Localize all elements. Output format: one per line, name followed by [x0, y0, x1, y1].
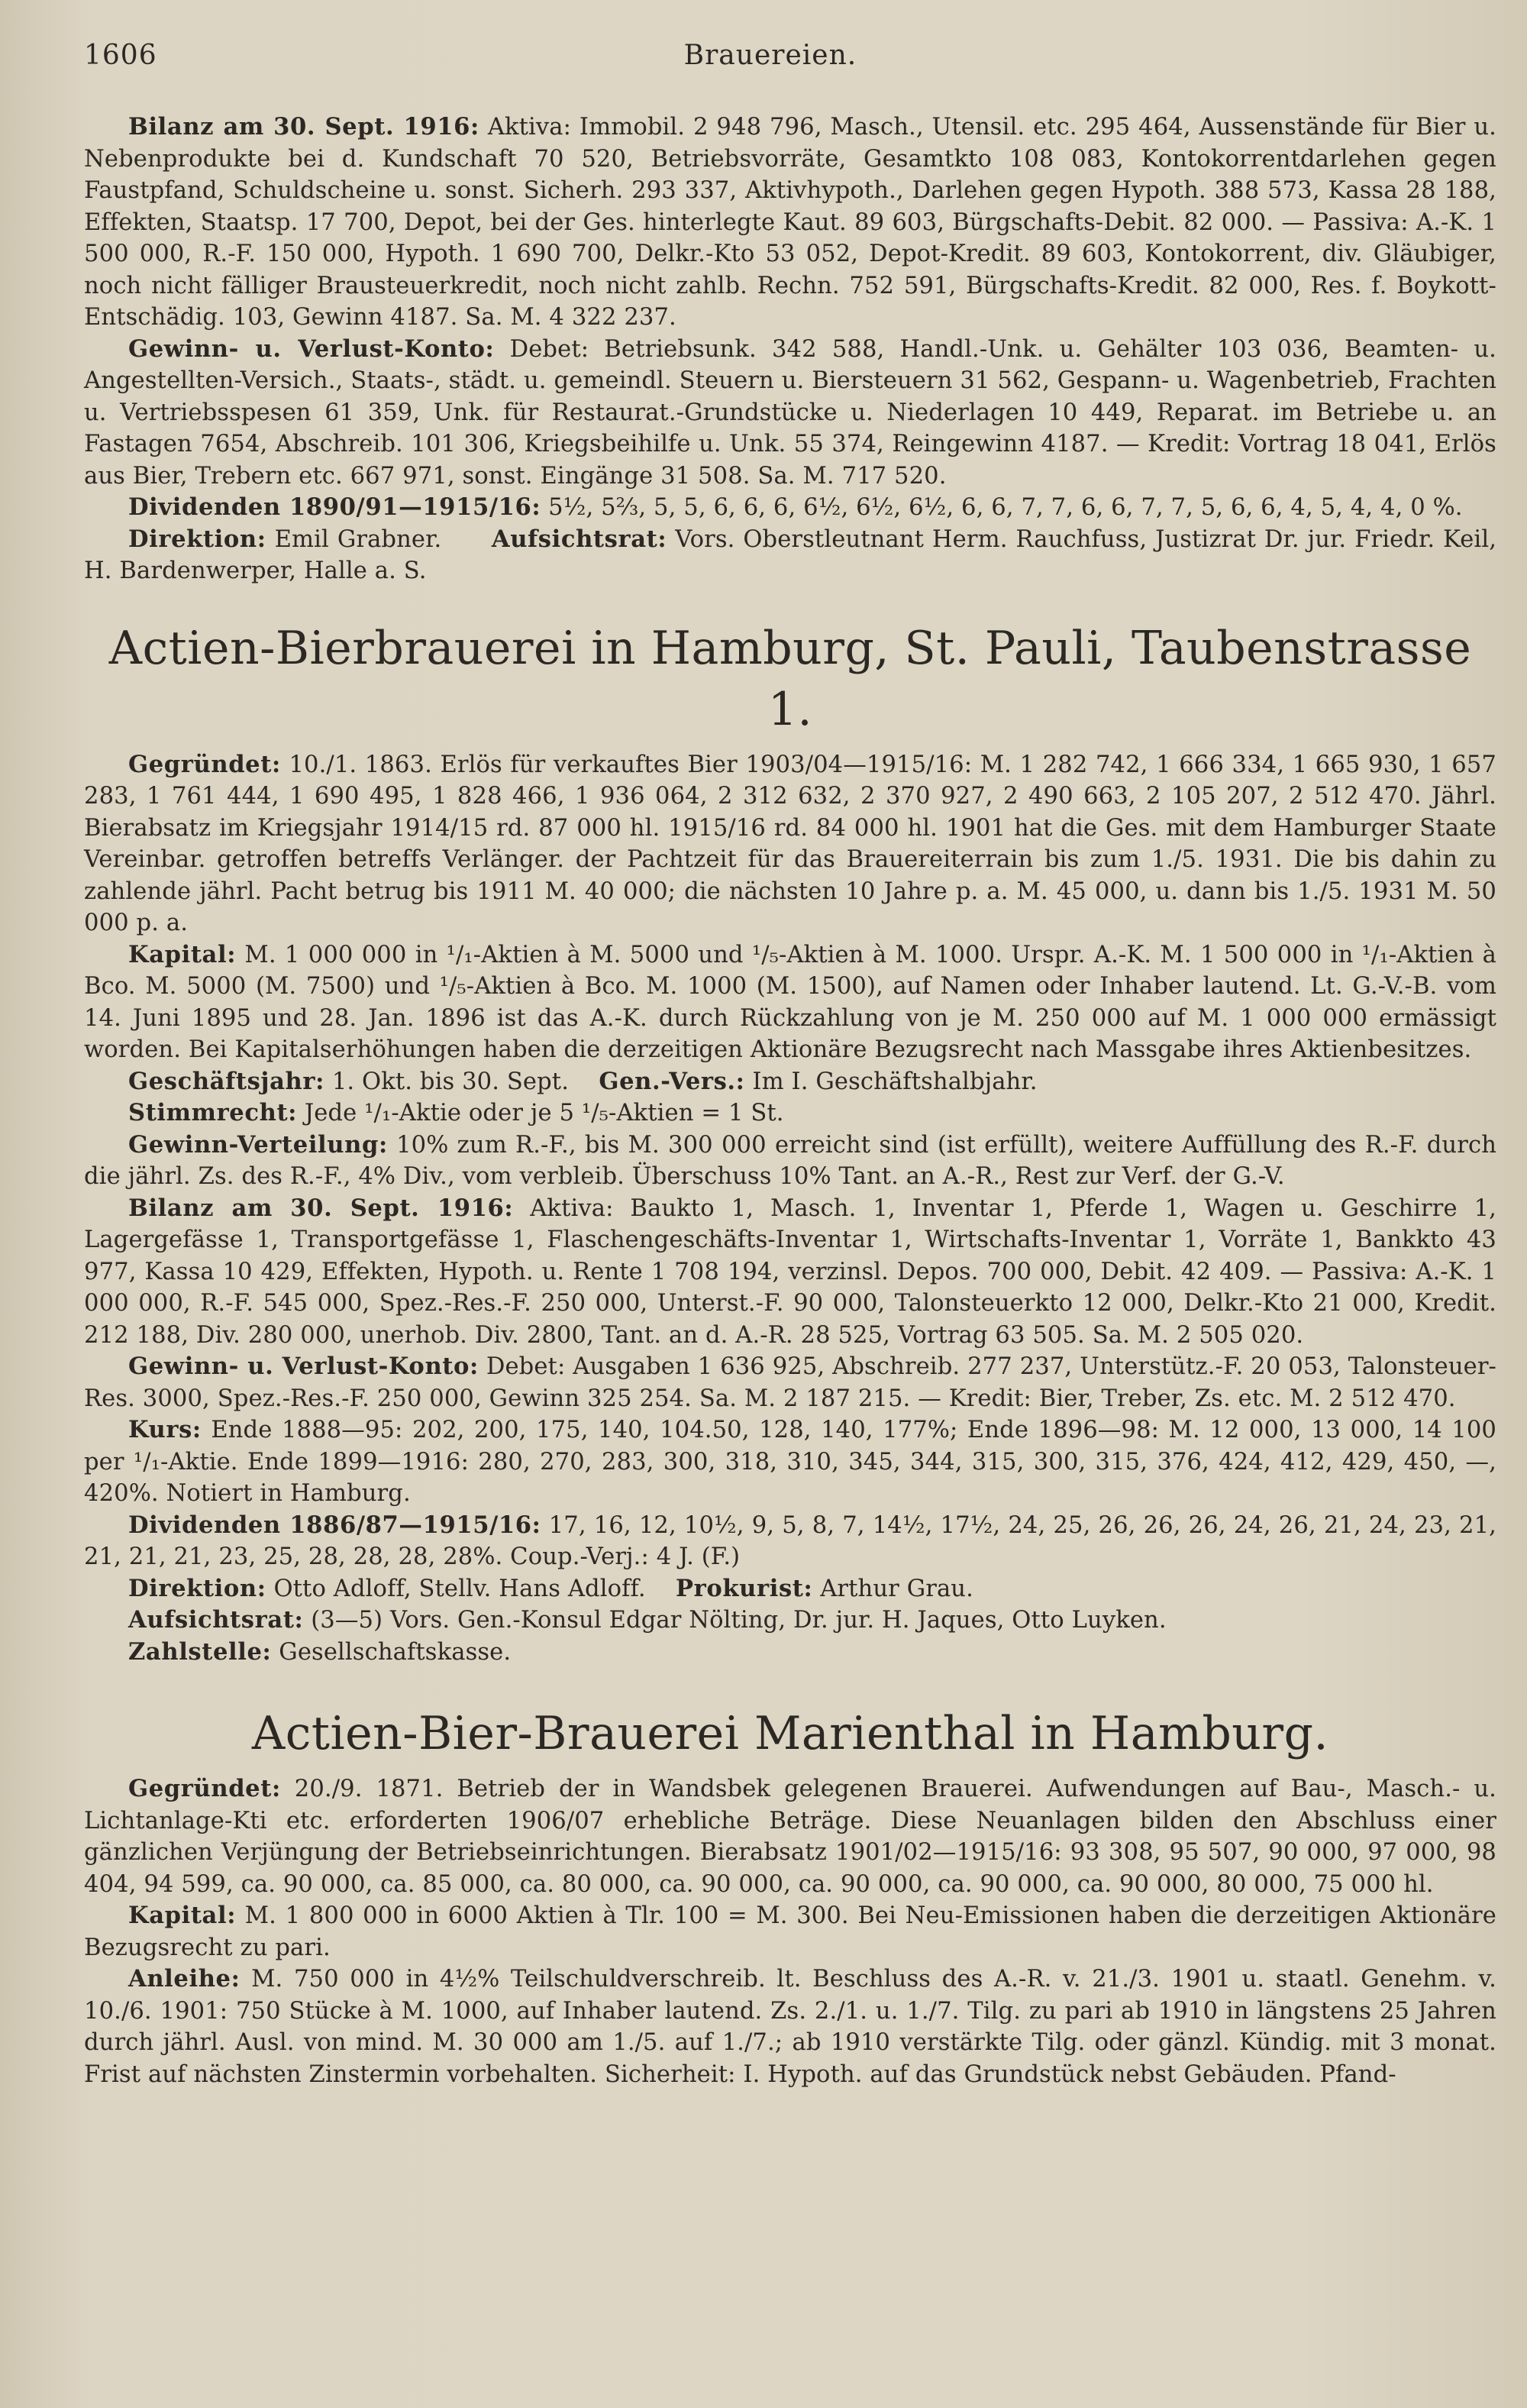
s2-div-text: 17, 16, 12, 10½, 9, 5, 8, 7, 14½, 17½, 24, 25, 26, 26, 26, 24, 26, 21, 24, 23, 21, 21, 21, 21, 23, 25, 28, 28, 28, 28%. Coup.-Verj.: 4 J. (F.) — [84, 1511, 1496, 1570]
page-header — [84, 40, 1496, 89]
s2-kurs — [84, 1414, 1496, 1510]
s2-bilanz — [84, 1193, 1496, 1352]
s2-gj-text: 1. Okt. bis 30. Sept. — [331, 1068, 570, 1095]
s1-bilanz-label: Bilanz am 30. Sept. 1916: — [128, 113, 479, 141]
s1-auf-text: Vors. Oberstleutnant Herm. Rauchfuss, Justizrat Dr. jur. Friedr. Keil, H. Bardenwerper, Halle a. S. — [84, 525, 1497, 584]
s2-div-label: Dividenden 1886/87—1915/16: — [128, 1511, 541, 1539]
s2-kurs-label: Kurs: — [128, 1416, 202, 1443]
s3-anl-label: Anleihe: — [128, 1965, 241, 1993]
s2-kurs-text: Ende 1888—95: 202, 200, 175, 140, 104.50, 128, 140, 177%; Ende 1896—98: M. 12 000, 13 000, 14 100 per ¹/₁-Aktie. Ende 1899—1916: 280, 270, 283, 300, 318, 310, 345, 344, 315, 300, 315, 376, 424, 412, 429, 450, —, 420%. Notiert in Hamburg. — [84, 1417, 1496, 1507]
running-head: Brauereien. — [683, 40, 857, 71]
s2-kapital — [84, 939, 1496, 1066]
s2-dir-text: Otto Adloff, Stellv. Hans Adloff. — [273, 1575, 646, 1602]
s2-dividenden — [84, 1510, 1496, 1573]
s2-auf-text: (3—5) Vors. Gen.-Konsul Edgar Nölting, Dr. jur. H. Jaques, Otto Luyken. — [311, 1607, 1167, 1634]
s1-div-label: Dividenden 1890/91—1915/16: — [128, 493, 541, 521]
s2-prok-text: Arthur Grau. — [820, 1575, 973, 1602]
s2-gw-text: 10% zum R.-F., bis M. 300 000 erreicht sind (ist erfüllt), weitere Auffüllung des R.-F. durch die jährl. Zs. des R.-F., 4% Div., vom verbleib. Überschuss 10% Tant. an A.-R., Rest zur Verf. der G.-V. — [84, 1131, 1497, 1190]
s3-anleihe — [84, 1964, 1496, 2090]
s2-kap-text: M. 1 000 000 in ¹/₁-Aktien à M. 5000 und ¹/₅-Aktien à M. 1000. Urspr. A.-K. M. 1 500 000 in ¹/₁-Aktien à Bco. M. 5000 (M. 7500) und ¹/₅-Aktien à Bco. M. 1000 (M. 1500), auf Namen oder Inhaber lautend. Lt. G.-V.-B. vom 14. Juni 1895 und 28. Jan. 1896 ist das A.-K. durch Rückzahlung von je M. 250 000 auf M. 1 000 000 ermässigt worden. Bei Kapitalserhöhungen haben die derzeitigen Aktionäre Bezugsrecht nach Massgabe ihres Aktienbesitzes. — [84, 941, 1496, 1063]
s3-title: Actien-Bier-Brauerei Marienthal in Hamburg. — [251, 1707, 1329, 1760]
s3-kap-label: Kapital: — [128, 1902, 237, 1929]
s2-zahl-text: Gesellschaftskasse. — [279, 1638, 512, 1666]
s1-gv-text: Debet: Betriebsunk. 342 588, Handl.-Unk. u. Gehälter 103 036, Beamten- u. Angestellten-Versich., Staats-, städt. u. gemeindl. Steuern u. Biersteuern 31 562, Gespann- u. Wagenbetrieb, Frachten u. Vertriebsspesen 61 359, Unk. für Restaurat.-Grundstücke u. Niederlagen 10 449, Reparat. im Betriebe u. an Fastagen 7654, Abschreib. 101 306, Kriegsbeihilfe u. Unk. 55 374, Reingewinn 4187. — Kredit: Vortrag 18 041, Erlös aus Bier, Trebern etc. 667 971, sonst. Eingänge 31 508. Sa. M. 717 520. — [84, 335, 1496, 490]
s2-gewinnverteilung — [84, 1130, 1496, 1193]
s2-kap-label: Kapital: — [128, 940, 237, 968]
s1-div-text: 5½, 5⅔, 5, 5, 6, 6, 6, 6½, 6½, 6½, 6, 6, 7, 7, 6, 6, 7, 7, 5, 6, 6, 4, 5, 4, 4, 0 %. — [548, 494, 1463, 521]
s2-zahl-label: Zahlstelle: — [128, 1637, 272, 1666]
s2-gvk-text: Debet: Ausgaben 1 636 925, Abschreib. 277 237, Unterstütz.-F. 20 053, Talonsteuer-Res. 3000, Spez.-Res.-F. 250 000, Gewinn 325 254. Sa. M. 2 187 215. — Kredit: Bier, Treber, Zs. etc. M. 2 512 470. — [84, 1353, 1496, 1412]
s2-genvers-text: Im I. Geschäftshalbjahr. — [752, 1068, 1038, 1095]
s1-gv-label: Gewinn- u. Verlust-Konto: — [128, 335, 495, 363]
s2-gegr-label: Gegründet: — [128, 750, 281, 778]
s3-gegr-label: Gegründet: — [128, 1775, 281, 1802]
s2-bil-label: Bilanz am 30. Sept. 1916: — [128, 1194, 514, 1222]
s1-dir-label: Direktion: — [128, 525, 266, 553]
s2-st-text: Jede ¹/₁-Aktie oder je 5 ¹/₅-Aktien = 1 St. — [304, 1100, 784, 1126]
s1-auf-label: Aufsichtsrat: — [491, 525, 667, 553]
s3-kap-text: M. 1 800 000 in 6000 Aktien à Tlr. 100 = M. 300. Bei Neu-Emissionen haben die derzeitigen Aktionäre Bezugsrecht zu pari. — [84, 1902, 1496, 1961]
s2-zahlstelle — [84, 1637, 1496, 1669]
s2-stimmrecht — [84, 1097, 1496, 1130]
s1-bilanz — [84, 112, 1496, 334]
s2-gegr-text: 10./1. 1863. Erlös für verkauftes Bier 1903/04—1915/16: M. 1 282 742, 1 666 334, 1 665 930, 1 657 283, 1 761 444, 1 690 495, 1 828 466, 1 936 064, 2 312 632, 2 370 927, 2 490 663, 2 105 207, 2 512 470. Jährl. Bierabsatz im Kriegsjahr 1914/15 rd. 87 000 hl. 1915/16 rd. 84 000 hl. 1901 hat die Ges. mit dem Hamburger Staate Vereinbar. getroffen betreffs Verlänger. der Pachtzeit für das Brauereiterrain bis zum 1./5. 1931. Die bis dahin zu zahlende jährl. Pacht betrug bis 1911 M. 40 000; die nächsten 10 Jahre p. a. M. 45 000, u. dann bis 1./5. 1931 M. 50 000 p. a. — [84, 751, 1496, 936]
s2-prok-label: Prokurist: — [676, 1574, 813, 1602]
s2-dir-label: Direktion: — [128, 1574, 266, 1602]
s3-gegruendet — [84, 1773, 1496, 1900]
s2-gj-label: Geschäftsjahr: — [128, 1067, 324, 1095]
s3-anl-text: M. 750 000 in 4½% Teilschuldverschreib. lt. Beschluss des A.-R. v. 21./3. 1901 u. staatl. Genehm. v. 10./6. 1901: 750 Stücke à M. 1000, auf Inhaber lautend. Zs. 2./1. u. 1./7. Tilg. zu pari ab 1910 in längstens 25 Jahren durch jährl. Ausl. von mind. M. 30 000 am 1./5. auf 1./7.; ab 1910 verstärkte Tilg. oder gänzl. Kündig. mit 3 monat. Frist auf nächsten Zinstermin vorbehalten. Sicherheit: I. Hypoth. auf das Grundstück nebst Gebäuden. Pfand- — [84, 1966, 1496, 2088]
s2-gewinn-verlust — [84, 1351, 1496, 1414]
s1-bilanz-text: Aktiva: Immobil. 2 948 796, Masch., Utensil. etc. 295 464, Aussenstände für Bier u. Nebenprodukte bei d. Kundschaft 70 520, Betriebsvorräte, Gesamtkto 108 083, Kontokorrentdarlehen gegen Faustpfand, Schuldscheine u. sonst. Sicherh. 293 337, Aktivhypoth., Darlehen gegen Hypoth. 388 573, Kassa 28 188, Effekten, Staatsp. 17 700, Depot, bei der Ges. hinterlegte Kaut. 89 603, Bürgschafts-Debit. 82 000. — Passiva: A.-K. 1 500 000, R.-F. 150 000, Hypoth. 1 690 700, Delkr.-Kto 53 052, Depot-Kredit. 89 603, Kontokorrent, div. Gläubiger, noch nicht fälliger Brausteuerkredit, noch nicht zahlb. Rechn. 752 591, Bürgschafts-Kredit. 82 000, Res. f. Boykott-Entschädig. 103, Gewinn 4187. Sa. M. 4 322 237. — [84, 114, 1496, 331]
s3-kapital — [84, 1900, 1496, 1964]
s2-gegruendet — [84, 749, 1496, 939]
s1-dividenden — [84, 492, 1496, 524]
s2-genvers-label: Gen.-Vers.: — [599, 1067, 745, 1095]
s1-dir-text: Emil Grabner. — [274, 525, 442, 553]
s2-geschaeftsjahr — [84, 1066, 1496, 1098]
s1-gewinn-verlust — [84, 334, 1496, 493]
s2-auf-label: Aufsichtsrat: — [128, 1606, 304, 1634]
page-number: 1606 — [84, 40, 157, 71]
s3-gegr-text: 20./9. 1871. Betrieb der in Wandsbek gelegenen Brauerei. Aufwendungen auf Bau-, Masch.- u. Lichtanlage-Kti etc. erforderten 1906/07 erhebliche Beträge. Diese Neuanlagen bilden den Abschluss einer gänzlichen Verjüngung der Betriebseinrichtungen. Bierabsatz 1901/02—1915/16: 93 308, 95 507, 90 000, 97 000, 98 404, 94 599, ca. 90 000, ca. 85 000, ca. 80 000, ca. 90 000, ca. 90 000, ca. 90 000, ca. 90 000, 80 000, 75 000 hl. — [84, 1776, 1496, 1898]
s2-aufsichtsrat — [84, 1605, 1496, 1637]
s1-direktion — [84, 524, 1496, 587]
s2-gw-label: Gewinn-Verteilung: — [128, 1130, 388, 1159]
s2-title: Actien-Bierbrauerei in Hamburg, St. Pauli, Taubenstrasse 1. — [108, 621, 1472, 736]
s2-st-label: Stimmrecht: — [128, 1099, 298, 1126]
s2-bil-text: Aktiva: Baukto 1, Masch. 1, Inventar 1, Pferde 1, Wagen u. Geschirre 1, Lagergefässe 1, Transportgefässe 1, Flaschengeschäfts-Inventar 1, Wirtschafts-Inventar 1, Vorräte 1, Bankkto 43 977, Kassa 10 429, Effekten, Hypoth. u. Rente 1 708 194, verzinsl. Depos. 700 000, Debit. 42 409. — Passiva: A.-K. 1 000 000, R.-F. 545 000, Spez.-Res.-F. 250 000, Unterst.-F. 90 000, Talonsteuerkto 12 000, Delkr.-Kto 21 000, Kredit. 212 188, Div. 280 000, unerhob. Div. 2800, Tant. an d. A.-R. 28 525, Vortrag 63 505. Sa. M. 2 505 020. — [84, 1194, 1497, 1349]
s2-gvk-label: Gewinn- u. Verlust-Konto: — [128, 1353, 479, 1380]
s2-direktion — [84, 1573, 1496, 1605]
